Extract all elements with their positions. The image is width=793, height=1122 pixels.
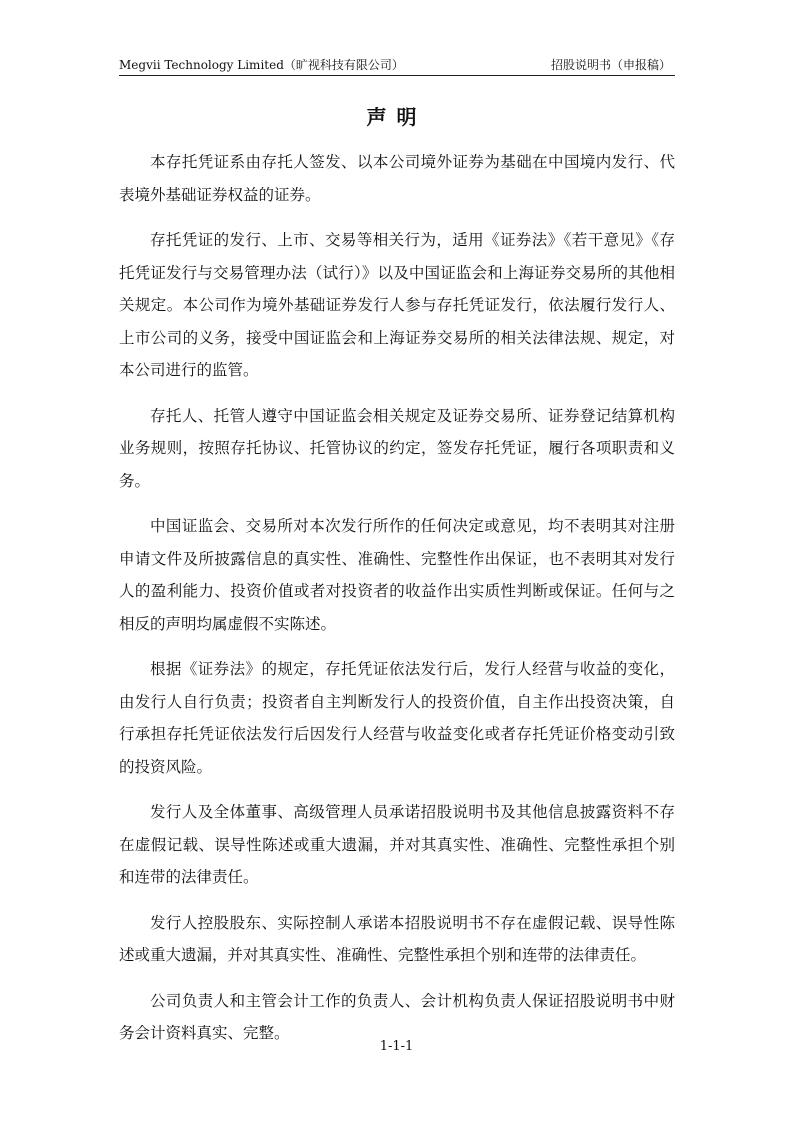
paragraph-1: 本存托凭证系由存托人签发、以本公司境外证券为基础在中国境内发行、代表境外基础证券权益的证券。 [119, 153, 675, 204]
paragraph-2: 存托凭证的发行、上市、交易等相关行为，适用《证券法》《若干意见》《存托凭证发行与交易管理办法（试行）》以及中国证监会和上海证券交易所的其他相关规定。本公司作为境外基础证券发行人参与存托凭证发行，依法履行发行人、上市公司的义务，接受中国证监会和上海证券交易所的相关法律法规、规定，对本公司进行的监管。 [119, 231, 675, 379]
paragraph-6: 发行人及全体董事、高级管理人员承诺招股说明书及其他信息披露资料不存在虚假记载、误导性陈述或重大遗漏，并对其真实性、准确性、完整性承担个别和连带的法律责任。 [119, 803, 675, 886]
document-body [119, 146, 675, 1063]
page-number: 1-1-1 [379, 1039, 414, 1054]
page-title: 声明 [366, 105, 427, 129]
paragraph-7: 发行人控股股东、实际控制人承诺本招股说明书不存在虚假记载、误导性陈述或重大遗漏，并对其真实性、准确性、完整性承担个别和连带的法律责任。 [119, 913, 675, 964]
paragraph-4: 中国证监会、交易所对本次发行所作的任何决定或意见，均不表明其对注册申请文件及所披露信息的真实性、准确性、完整性作出保证，也不表明其对发行人的盈利能力、投资价值或者对投资者的收益作出实质性判断或保证。任何与之相反的声明均属虚假不实陈述。 [119, 517, 675, 633]
page-header [119, 55, 675, 76]
paragraph-8: 公司负责人和主管会计工作的负责人、会计机构负责人保证招股说明书中财务会计资料真实、完整。 [119, 991, 675, 1042]
paragraph-3: 存托人、托管人遵守中国证监会相关规定及证券交易所、证券登记结算机构业务规则，按照存托协议、托管协议的约定，签发存托凭证，履行各项职责和义务。 [119, 406, 675, 490]
paragraph-5: 根据《证券法》的规定，存托凭证依法发行后，发行人经营与收益的变化，由发行人自行负责；投资者自主判断发行人的投资价值，自主作出投资决策，自行承担存托凭证依法发行后因发行人经营与收益变化或者存托凭证价格变动引致的投资风险。 [119, 660, 675, 776]
header-document-type: 招股说明书（申报稿） [550, 58, 671, 72]
header-company-name: Megvii Technology Limited（旷视科技有限公司） [119, 58, 404, 72]
